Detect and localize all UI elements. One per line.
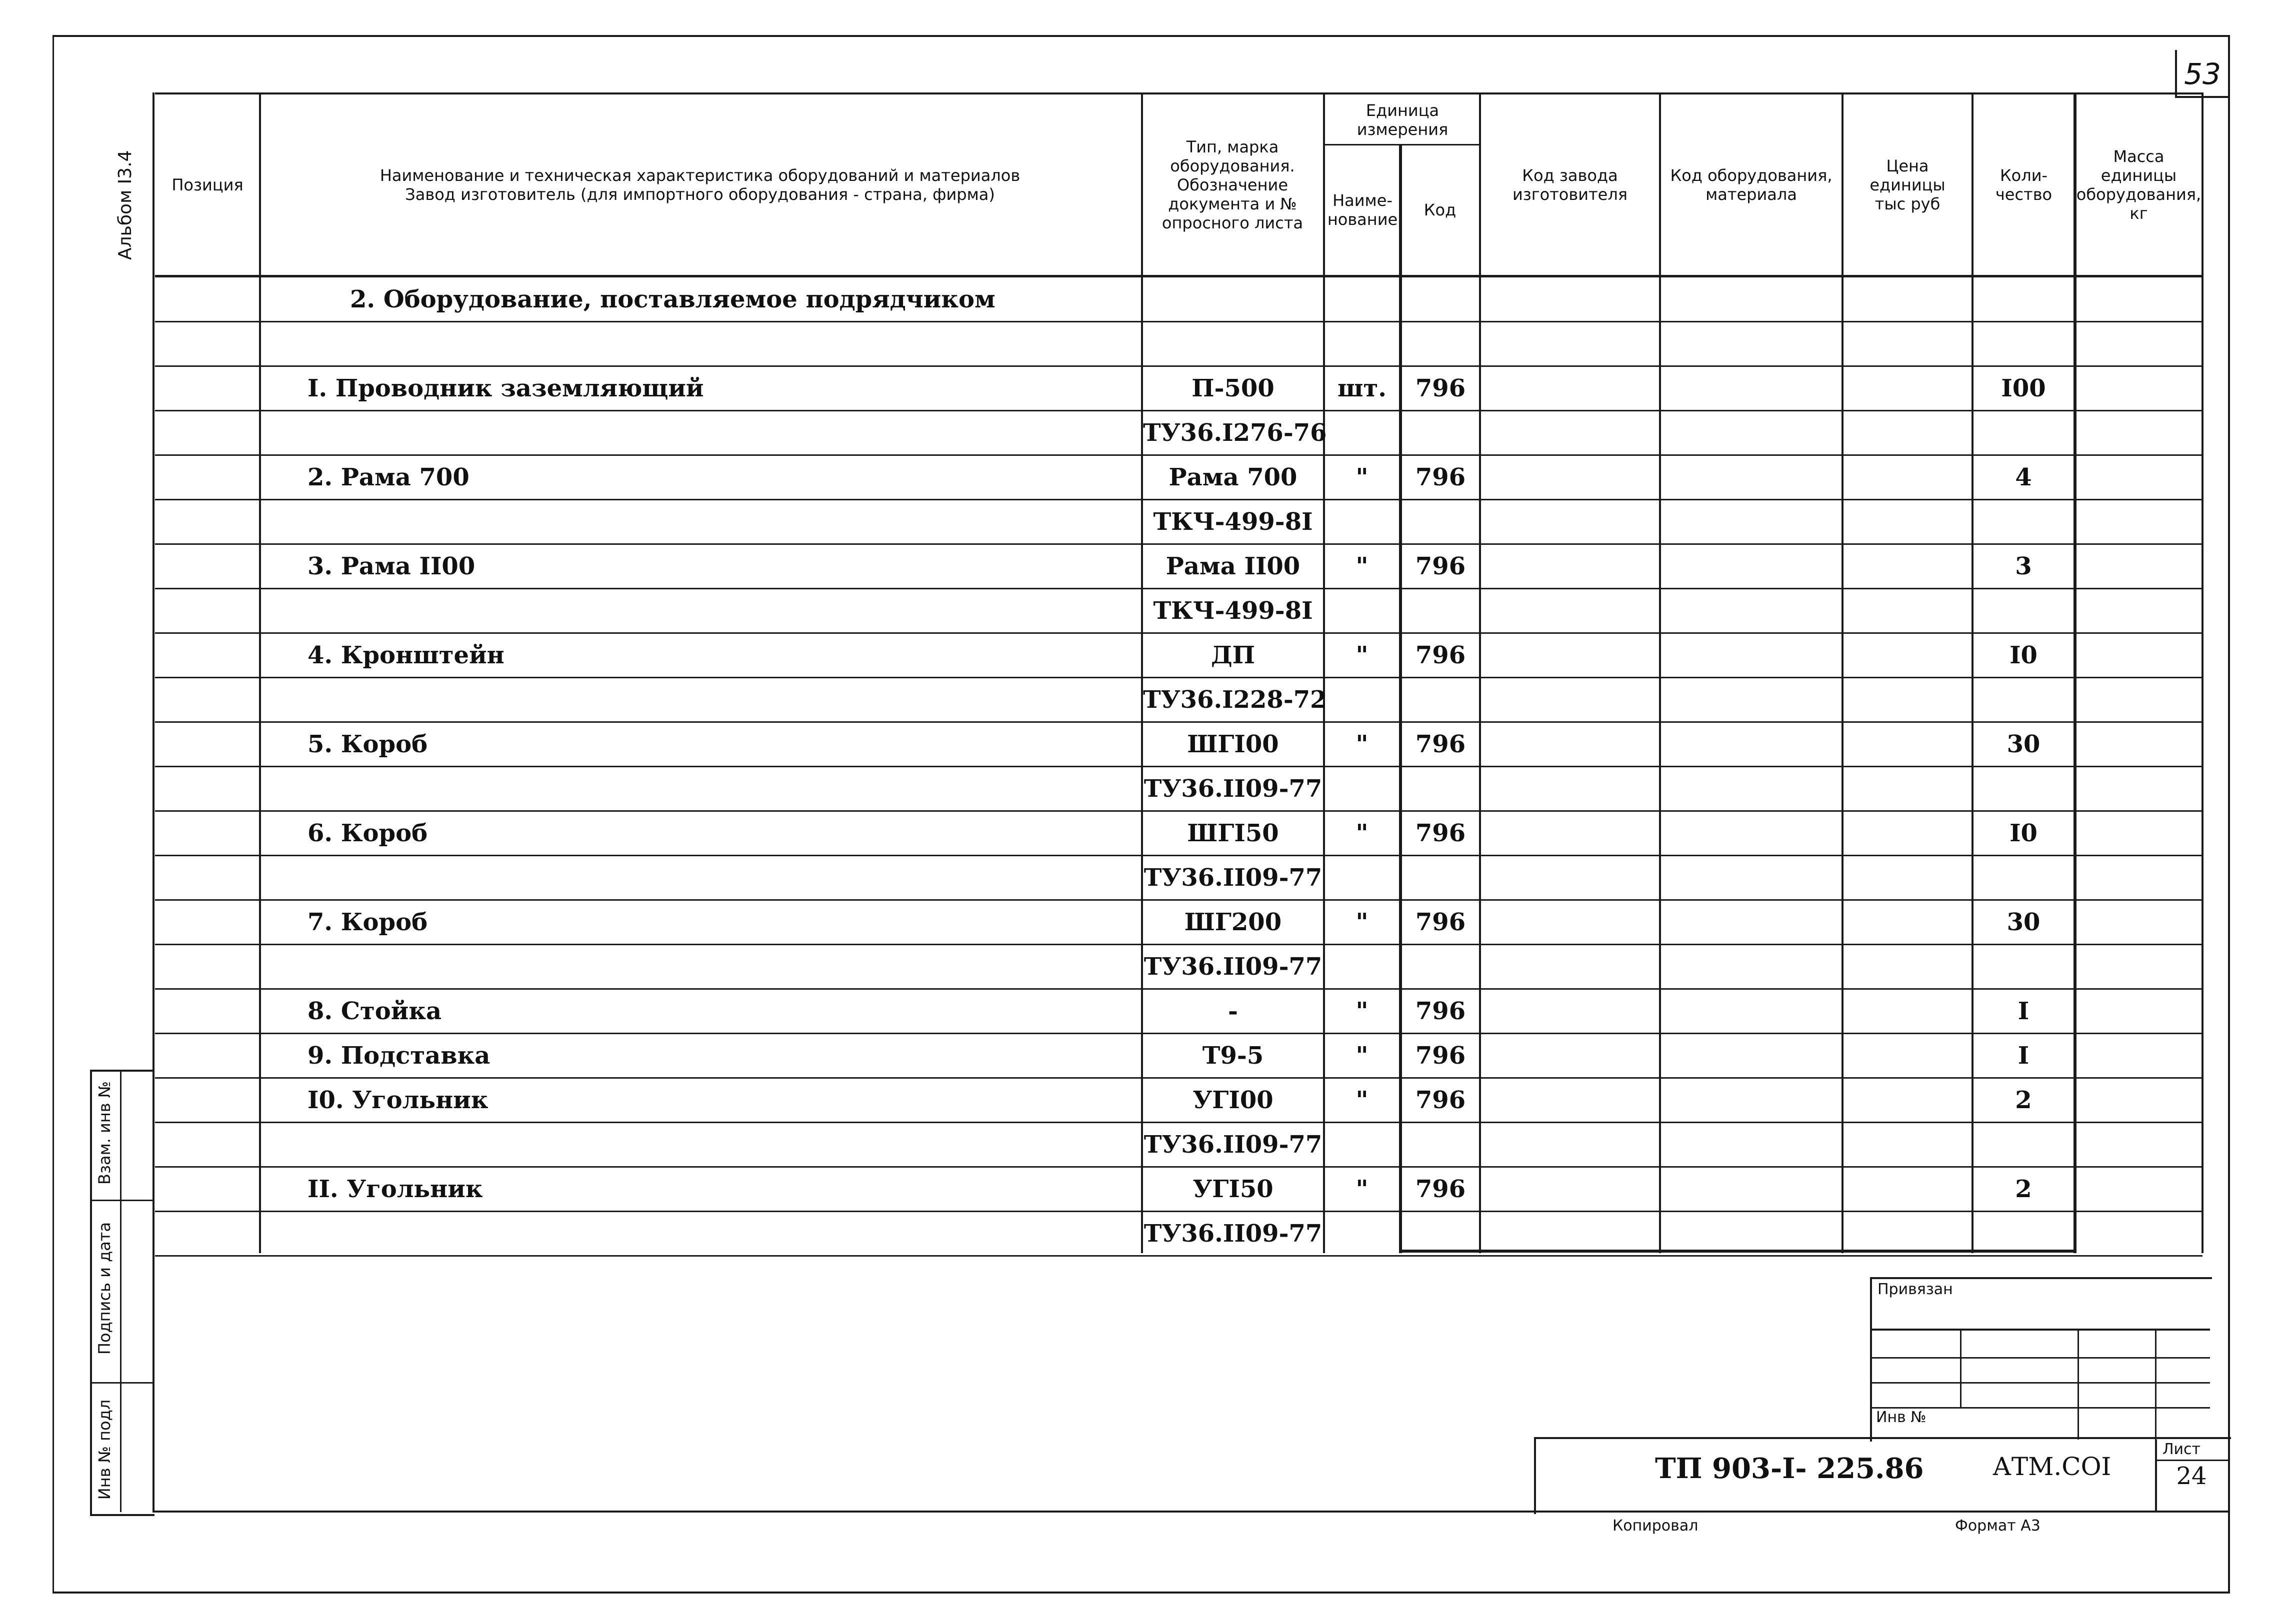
cell-type: ДП <box>1210 641 1255 669</box>
side-stamp-div2 <box>90 1382 152 1384</box>
cell-unit: " <box>1356 1175 1368 1203</box>
cell-qty <box>1974 767 2074 811</box>
cell-code: 796 <box>1415 641 1466 669</box>
header-type: Тип, марка оборудования. Обозначение документа и № опросного листа <box>1162 137 1304 232</box>
cell-unit: " <box>1356 552 1368 580</box>
row-rule <box>155 1255 2202 1257</box>
cell-name <box>308 767 1138 811</box>
table-row <box>0 767 2274 811</box>
cell-code <box>1402 500 1479 544</box>
cell-unit <box>1325 589 1399 633</box>
header-position: Позиция <box>172 175 244 194</box>
cell-qty <box>1974 945 2074 989</box>
cell-unit: " <box>1356 1042 1368 1070</box>
cell-unit: " <box>1356 730 1368 758</box>
stamp-h2 <box>1870 1357 2210 1359</box>
cell-unit <box>1325 1123 1399 1167</box>
cell-name <box>308 1212 1138 1256</box>
cell-name <box>308 856 1138 900</box>
side-sign-date: Подпись и дата <box>95 1222 114 1355</box>
cell-unit: " <box>1356 997 1368 1025</box>
cell-code <box>1402 411 1479 455</box>
table-top <box>155 92 2202 94</box>
side-album: Альбом I3.4 <box>115 150 136 260</box>
cell-name <box>308 945 1138 989</box>
cell-qty <box>1974 1212 2074 1256</box>
cell-type: УГI50 <box>1192 1175 1274 1203</box>
footer-format: Формат А3 <box>1955 1517 2040 1535</box>
title-sheet-divider <box>2155 1440 2157 1512</box>
cell-code <box>1402 856 1479 900</box>
table-row <box>0 322 2274 366</box>
cell-code: 796 <box>1415 374 1466 402</box>
cell-code <box>1402 277 1479 321</box>
cell-unit: " <box>1356 1086 1368 1114</box>
footer-copied: Копировал <box>1612 1517 1698 1535</box>
cell-type: ТУ36.II09-77 <box>1144 775 1322 803</box>
cell-name: II. Угольник <box>308 1175 483 1203</box>
table-row <box>0 1123 2274 1167</box>
cell-type: ТКЧ-499-8I <box>1153 597 1313 625</box>
cell-unit <box>1325 945 1399 989</box>
cell-qty: 30 <box>2006 730 2040 758</box>
cell-type: ШГI00 <box>1187 730 1279 758</box>
side-inv-orig: Инв № подл <box>95 1399 114 1500</box>
table-row <box>0 455 2274 500</box>
table-row <box>0 1034 2274 1078</box>
table-row <box>0 500 2274 544</box>
cell-name: 6. Короб <box>308 819 428 847</box>
cell-code: 796 <box>1415 1175 1466 1203</box>
cell-name: 2. Оборудование, поставляемое подрядчиком <box>350 285 996 313</box>
cell-qty: I00 <box>2001 374 2046 402</box>
cell-unit <box>1325 767 1399 811</box>
header-name: Наименование и техническая характеристика оборудований и материалов Завод изготовитель (для импортного оборудования - страна, фирма) <box>380 166 1020 204</box>
cell-qty: 30 <box>2006 908 2040 936</box>
table-row <box>0 900 2274 945</box>
cell-code: 796 <box>1415 819 1466 847</box>
cell-type: ТУ36.II09-77 <box>1144 1220 1322 1248</box>
cell-name <box>308 678 1138 722</box>
cell-code <box>1402 945 1479 989</box>
cell-type: Рама 700 <box>1168 463 1298 491</box>
cell-qty: I <box>2018 997 2030 1025</box>
title-sheet-hline <box>2155 1460 2230 1461</box>
title-doc-number: ТП 903-I- 225.86 <box>1655 1452 1924 1485</box>
cell-type: - <box>1228 997 1238 1025</box>
cell-code: 796 <box>1415 908 1466 936</box>
cell-qty <box>1974 678 2074 722</box>
frame-bottom <box>52 1592 2230 1594</box>
cell-name: 8. Стойка <box>308 997 442 1025</box>
header-equipment-code: Код оборудования, материала <box>1670 166 1832 204</box>
stamp-v2 <box>2078 1329 2079 1440</box>
cell-unit <box>1325 277 1399 321</box>
cell-code: 796 <box>1415 997 1466 1025</box>
cell-type: ШГI50 <box>1187 819 1279 847</box>
table-row <box>0 544 2274 589</box>
table-row <box>0 277 2274 322</box>
cell-unit: " <box>1356 463 1368 491</box>
cell-qty: I <box>2018 1042 2030 1070</box>
cell-code: 796 <box>1415 463 1466 491</box>
cell-type: ТУ36.II09-77 <box>1144 864 1322 892</box>
stamp-h3 <box>1870 1382 2210 1384</box>
header-unit: Единица измерения <box>1356 101 1448 139</box>
title-sheet-label: Лист <box>2162 1441 2201 1458</box>
cell-type: Рама II00 <box>1166 552 1300 580</box>
cell-type: УГI00 <box>1192 1086 1274 1114</box>
cell-code <box>1402 322 1479 366</box>
cell-name <box>308 500 1138 544</box>
cell-unit <box>1325 411 1399 455</box>
cell-unit: " <box>1356 641 1368 669</box>
cell-unit: шт. <box>1337 374 1387 402</box>
cell-type: ТУ36.I228-72 <box>1143 686 1327 714</box>
table-row <box>0 1078 2274 1123</box>
cell-name: I0. Угольник <box>308 1086 488 1114</box>
cell-code: 796 <box>1415 1086 1466 1114</box>
frame-top <box>52 35 2230 37</box>
table-row <box>0 1167 2274 1212</box>
stamp-bound-label: Привязан <box>1878 1281 1953 1298</box>
cell-qty: 3 <box>2015 552 2032 580</box>
cell-name <box>308 322 1138 366</box>
cell-code <box>1402 589 1479 633</box>
cell-unit: " <box>1356 819 1368 847</box>
cell-code: 796 <box>1415 730 1466 758</box>
cell-type <box>1143 322 1323 366</box>
table-row <box>0 411 2274 455</box>
cell-qty <box>1974 589 2074 633</box>
cell-name: 2. Рама 700 <box>308 463 470 491</box>
header-factory-code: Код завода изготовителя <box>1512 166 1628 204</box>
cell-qty <box>1974 500 2074 544</box>
side-inv-swap: Взам. инв № <box>95 1081 114 1185</box>
table-row <box>0 589 2274 633</box>
cell-type: ТУ36.II09-77 <box>1144 1131 1322 1159</box>
cell-code <box>1402 1123 1479 1167</box>
cell-qty <box>1974 1123 2074 1167</box>
cell-name <box>308 411 1138 455</box>
cell-qty: 4 <box>2015 463 2032 491</box>
table-row <box>0 945 2274 989</box>
table-row <box>0 856 2274 900</box>
cell-code <box>1402 1212 1479 1256</box>
cell-code: 796 <box>1415 1042 1466 1070</box>
cell-type: ШГ200 <box>1184 908 1282 936</box>
table-row <box>0 1212 2274 1256</box>
cell-unit: " <box>1356 908 1368 936</box>
cell-name: I. Проводник заземляющий <box>308 374 704 402</box>
cell-name: 7. Короб <box>308 908 428 936</box>
cell-unit <box>1325 1212 1399 1256</box>
cell-qty <box>1974 322 2074 366</box>
cell-name: 4. Кронштейн <box>308 641 504 669</box>
cell-name: 5. Короб <box>308 730 428 758</box>
cell-name: 3. Рама II00 <box>308 552 476 580</box>
table-row <box>0 989 2274 1034</box>
stamp-h1 <box>1870 1329 2210 1331</box>
cell-type: П-500 <box>1192 374 1274 402</box>
stamp-inv-label: Инв № <box>1876 1409 1926 1426</box>
header-unit-name: Наиме- нование <box>1327 191 1398 229</box>
cell-type <box>1143 277 1323 321</box>
cell-qty: 2 <box>2015 1086 2032 1114</box>
cell-type: ТУ36.II09-77 <box>1144 953 1322 981</box>
table-row <box>0 722 2274 767</box>
cell-name <box>308 589 1138 633</box>
cell-qty <box>1974 856 2074 900</box>
cell-qty <box>1974 277 2074 321</box>
header-unit-divider <box>1324 144 1480 145</box>
cell-unit <box>1325 500 1399 544</box>
cell-name: 9. Подставка <box>308 1042 490 1070</box>
table-row <box>0 811 2274 856</box>
cell-type: ТУ36.I276-76 <box>1143 419 1327 447</box>
cell-name <box>308 1123 1138 1167</box>
cell-code <box>1402 678 1479 722</box>
cell-type: Т9-5 <box>1202 1042 1264 1070</box>
title-doc-code: АТМ.COI <box>1992 1452 2112 1481</box>
cell-qty <box>1974 411 2074 455</box>
corner-sheet-number: 53 <box>2184 57 2221 91</box>
cell-unit <box>1325 678 1399 722</box>
cell-qty: I0 <box>2010 819 2038 847</box>
cell-unit <box>1325 856 1399 900</box>
cell-qty: I0 <box>2010 641 2038 669</box>
header-quantity: Коли- чество <box>1995 166 2052 204</box>
cell-type: ТКЧ-499-8I <box>1153 508 1313 536</box>
cell-qty: 2 <box>2015 1175 2032 1203</box>
header-price: Цена единицы тыс руб <box>1870 156 1946 213</box>
table-row <box>0 366 2274 411</box>
stamp-v3 <box>2155 1329 2156 1440</box>
header-unit-code: Код <box>1424 200 1456 219</box>
title-sheet-number: 24 <box>2176 1462 2207 1490</box>
stamp-v1 <box>1960 1329 1962 1409</box>
table-row <box>0 678 2274 722</box>
header-mass: Масса единицы оборудования, кг <box>2076 147 2202 223</box>
cell-code: 796 <box>1415 552 1466 580</box>
cell-unit <box>1325 322 1399 366</box>
table-row <box>0 633 2274 678</box>
cell-code <box>1402 767 1479 811</box>
